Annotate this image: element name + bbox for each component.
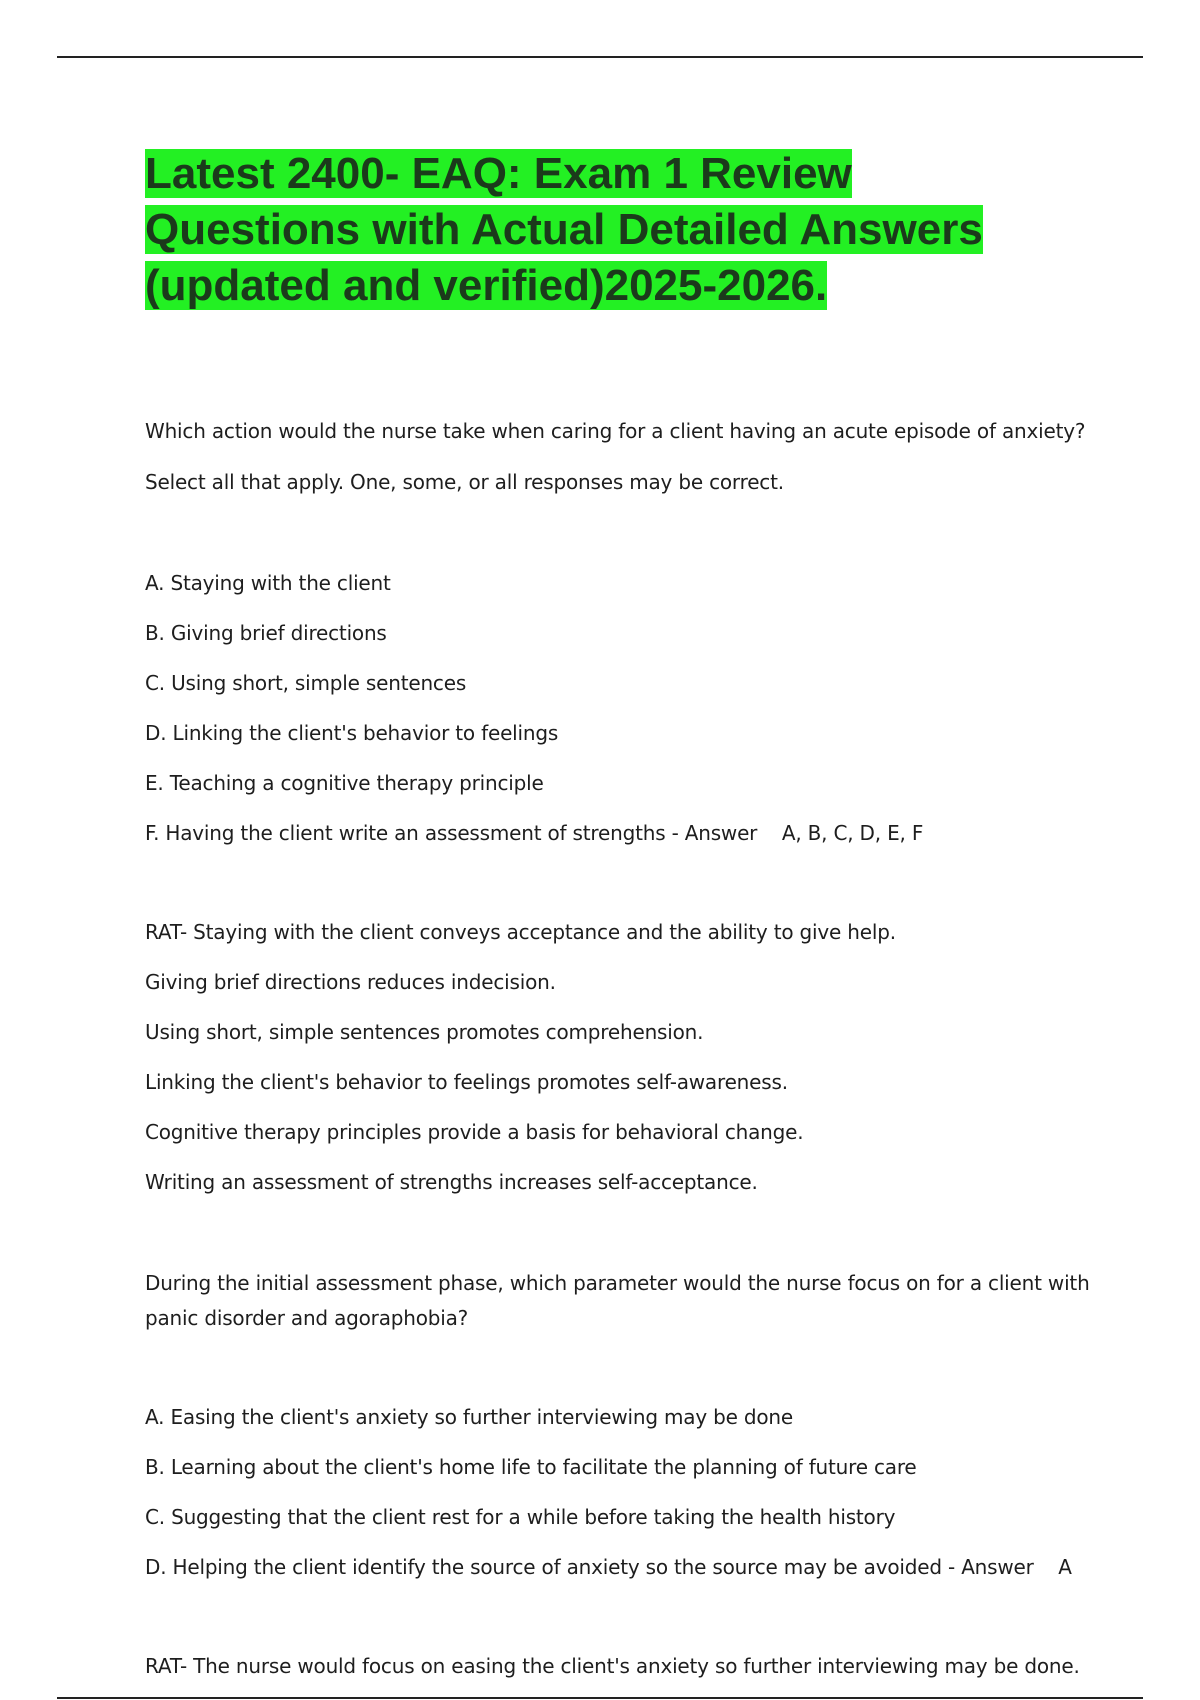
document-title <box>145 146 1015 314</box>
rationale-line: Writing an assessment of strengths increases self-acceptance. <box>145 1170 758 1194</box>
question-2-stem: During the initial assessment phase, which parameter would the nurse focus on for a client with panic disorder and agoraphobia? <box>145 1271 1090 1330</box>
option-c: C. Suggesting that the client rest for a while before taking the health history <box>145 1505 896 1529</box>
title-block <box>145 146 1015 314</box>
question-1-options <box>145 566 1095 851</box>
question-1-rationale <box>145 915 1095 1200</box>
rationale-line: RAT- The nurse would focus on easing the client's anxiety so further interviewing may be done. <box>145 1654 1080 1678</box>
rationale-line: Using short, simple sentences promotes comprehension. <box>145 1020 704 1044</box>
option-a: A. Easing the client's anxiety so further interviewing may be done <box>145 1405 793 1429</box>
footer-rule <box>57 1697 1143 1699</box>
option-d-with-answer: D. Helping the client identify the source of anxiety so the source may be avoided - Answer A <box>145 1555 1072 1579</box>
rationale-line: Cognitive therapy principles provide a basis for behavioral change. <box>145 1120 804 1144</box>
option-c: C. Using short, simple sentences <box>145 671 467 695</box>
question-1 <box>145 414 1095 1200</box>
question-1-instruction: Select all that apply. One, some, or all responses may be correct. <box>145 470 784 494</box>
document-body <box>145 414 1095 1684</box>
option-e: E. Teaching a cognitive therapy principle <box>145 771 544 795</box>
option-a: A. Staying with the client <box>145 571 391 595</box>
option-d: D. Linking the client's behavior to feelings <box>145 721 559 745</box>
question-2 <box>145 1266 1095 1684</box>
question-2-rationale <box>145 1649 1095 1684</box>
rationale-line: Giving brief directions reduces indecision. <box>145 970 556 994</box>
option-b: B. Learning about the client's home life to facilitate the planning of future care <box>145 1455 917 1479</box>
option-f-with-answer: F. Having the client write an assessment of strengths - Answer A, B, C, D, E, F <box>145 821 924 845</box>
rationale-line: RAT- Staying with the client conveys acceptance and the ability to give help. <box>145 920 896 944</box>
header-rule <box>57 56 1143 58</box>
question-1-stem: Which action would the nurse take when caring for a client having an acute episode of anxiety? <box>145 419 1086 443</box>
rationale-line: Linking the client's behavior to feelings promotes self-awareness. <box>145 1070 788 1094</box>
option-b: B. Giving brief directions <box>145 621 387 645</box>
title-highlight: Latest 2400- EAQ: Exam 1 Review Questions with Actual Detailed Answers (updated and verified)2025-2026. <box>145 149 983 310</box>
question-2-options <box>145 1400 1095 1585</box>
